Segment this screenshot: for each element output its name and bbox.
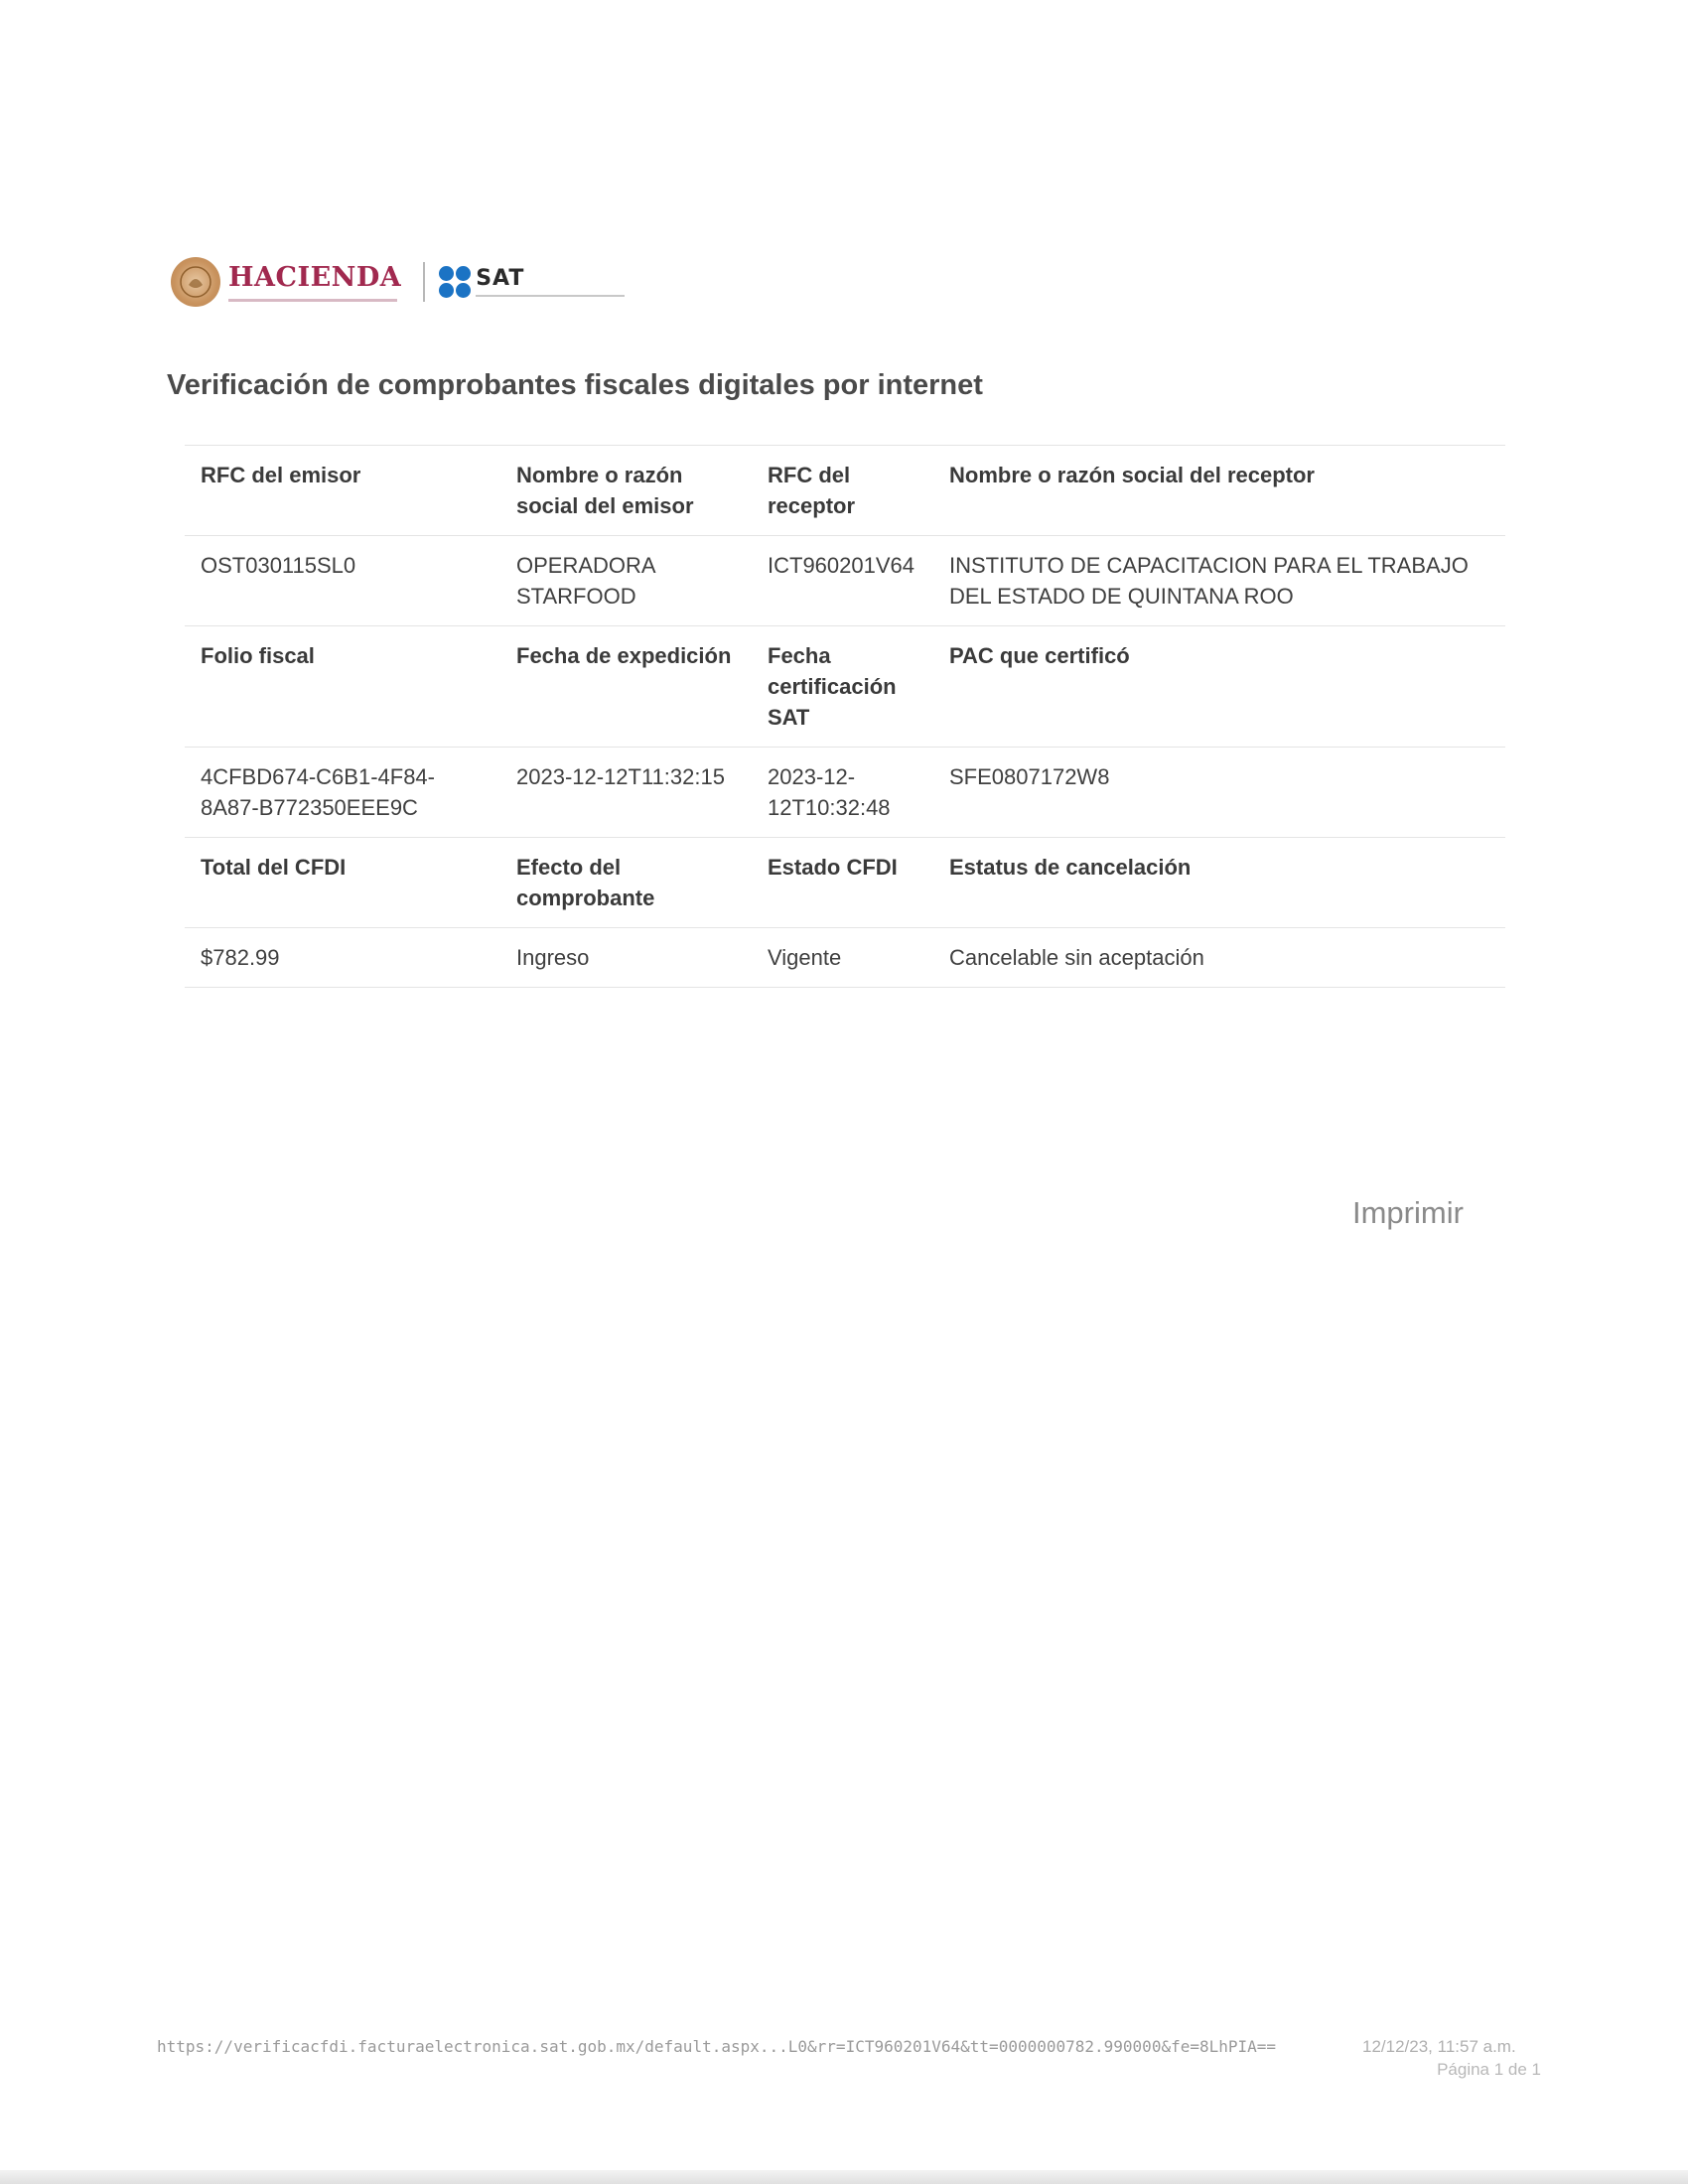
- table-cell: Ingreso: [500, 928, 752, 988]
- table-row: [185, 928, 1505, 988]
- footer-datetime: 12/12/23, 11:57 a.m.: [1362, 2037, 1516, 2056]
- table-header-cell: Efecto del comprobante: [500, 838, 752, 928]
- table-header-cell: Total del CFDI: [185, 838, 500, 928]
- table-cell: OST030115SL0: [185, 536, 500, 626]
- scan-bottom-edge: [0, 2170, 1688, 2184]
- table-row: [185, 748, 1505, 838]
- sat-dots-icon: [439, 266, 471, 298]
- table-header-cell: Estado CFDI: [752, 838, 933, 928]
- table-header-cell: Estatus de cancelación: [933, 838, 1505, 928]
- table-cell: 2023-12-12T11:32:15: [500, 748, 752, 838]
- hacienda-subtitle-line: [228, 299, 397, 302]
- table-header-cell: RFC del receptor: [752, 446, 933, 536]
- table-header-cell: Nombre o razón social del emisor: [500, 446, 752, 536]
- table-header-row: [185, 626, 1505, 748]
- table-cell: 4CFBD674-C6B1-4F84-8A87-B772350EEE9C: [185, 748, 500, 838]
- table-header-cell: Nombre o razón social del receptor: [933, 446, 1505, 536]
- footer-page-info: Página 1 de 1: [1437, 2060, 1541, 2079]
- footer-url: https://verificacfdi.facturaelectronica.sat.gob.mx/default.aspx...L0&rr=ICT960201V64&tt=0000000782.990000&fe=8LhPIA==: [157, 2037, 1277, 2056]
- table-header-cell: Fecha de expedición: [500, 626, 752, 748]
- table-header-cell: Fecha certificación SAT: [752, 626, 933, 748]
- sat-subtitle-line: [476, 295, 625, 297]
- table-header-cell: Folio fiscal: [185, 626, 500, 748]
- table-row: [185, 536, 1505, 626]
- table-cell: ICT960201V64: [752, 536, 933, 626]
- header-logos: [171, 254, 625, 310]
- table-cell: SFE0807172W8: [933, 748, 1505, 838]
- table-cell: OPERADORA STARFOOD: [500, 536, 752, 626]
- cfdi-verification-table: [185, 445, 1505, 988]
- table-cell: Vigente: [752, 928, 933, 988]
- table-header-cell: PAC que certificó: [933, 626, 1505, 748]
- table-header-row: [185, 446, 1505, 536]
- table-cell: $782.99: [185, 928, 500, 988]
- print-button[interactable]: Imprimir: [1352, 1195, 1464, 1230]
- hacienda-logo: HACIENDA: [228, 261, 402, 293]
- logo-divider: [423, 262, 425, 302]
- sat-logo: SAT: [476, 265, 525, 291]
- table-header-row: [185, 838, 1505, 928]
- page-title: Verificación de comprobantes fiscales digitales por internet: [167, 369, 983, 401]
- table-cell: Cancelable sin aceptación: [933, 928, 1505, 988]
- table-header-cell: RFC del emisor: [185, 446, 500, 536]
- mexico-seal-icon: [171, 257, 220, 307]
- table-cell: 2023-12-12T10:32:48: [752, 748, 933, 838]
- table-cell: INSTITUTO DE CAPACITACION PARA EL TRABAJO DEL ESTADO DE QUINTANA ROO: [933, 536, 1505, 626]
